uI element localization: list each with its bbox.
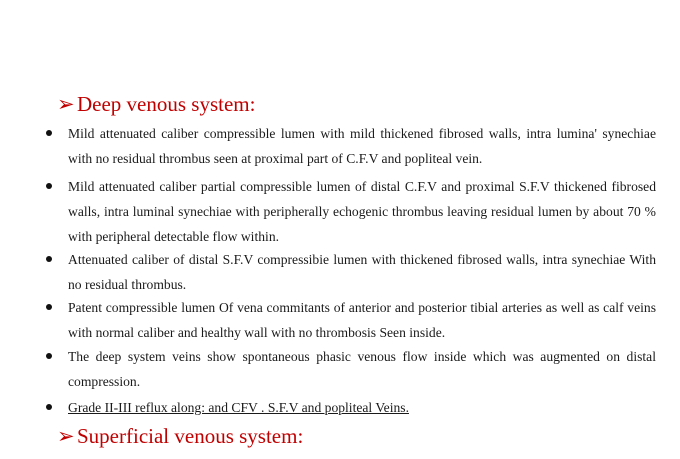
bullet-dot-icon — [46, 353, 52, 359]
deep-venous-heading-text: Deep venous system: — [77, 92, 256, 116]
bullet-dot-icon — [46, 304, 52, 310]
superficial-venous-heading-text: Superficial venous system: — [77, 424, 304, 448]
finding-text-reflux: Grade II-III reflux along: and CFV . S.F.V and popliteal Veins. — [68, 400, 409, 415]
finding-text: Attenuated caliber of distal S.F.V compressibie lumen with thickened fibrosed walls, intra synechiae With no residual thrombus. — [68, 252, 656, 292]
superficial-venous-heading — [57, 426, 303, 447]
bullet-dot-icon — [46, 404, 52, 410]
arrow-bullet-icon: ➢ — [57, 424, 75, 448]
bullet-dot-icon — [46, 130, 52, 136]
finding-text: Mild attenuated caliber compressible lumen with mild thickened fibrosed walls, intra lumina' synechiae with no residual thrombus seen at proximal part of C.F.V and popliteal vein. — [68, 126, 656, 166]
deep-venous-heading — [57, 94, 255, 115]
bullet-dot-icon — [46, 183, 52, 189]
finding-text: Mild attenuated caliber partial compressible lumen of distal C.F.V and proximal S.F.V thickened fibrosed walls, intra luminal synechiae with peripherally echogenic thrombus leaving residual lumen by about 70 % with peripheral detectable flow within. — [68, 179, 656, 244]
bullet-dot-icon — [46, 256, 52, 262]
arrow-bullet-icon: ➢ — [57, 92, 75, 116]
finding-text: The deep system veins show spontaneous phasic venous flow inside which was augmented on distal compression. — [68, 349, 656, 389]
finding-text: Patent compressible lumen Of vena commitants of anterior and posterior tibial arteries as well as calf veins with normal caliber and healthy wall with no thrombosis Seen inside. — [68, 300, 656, 340]
